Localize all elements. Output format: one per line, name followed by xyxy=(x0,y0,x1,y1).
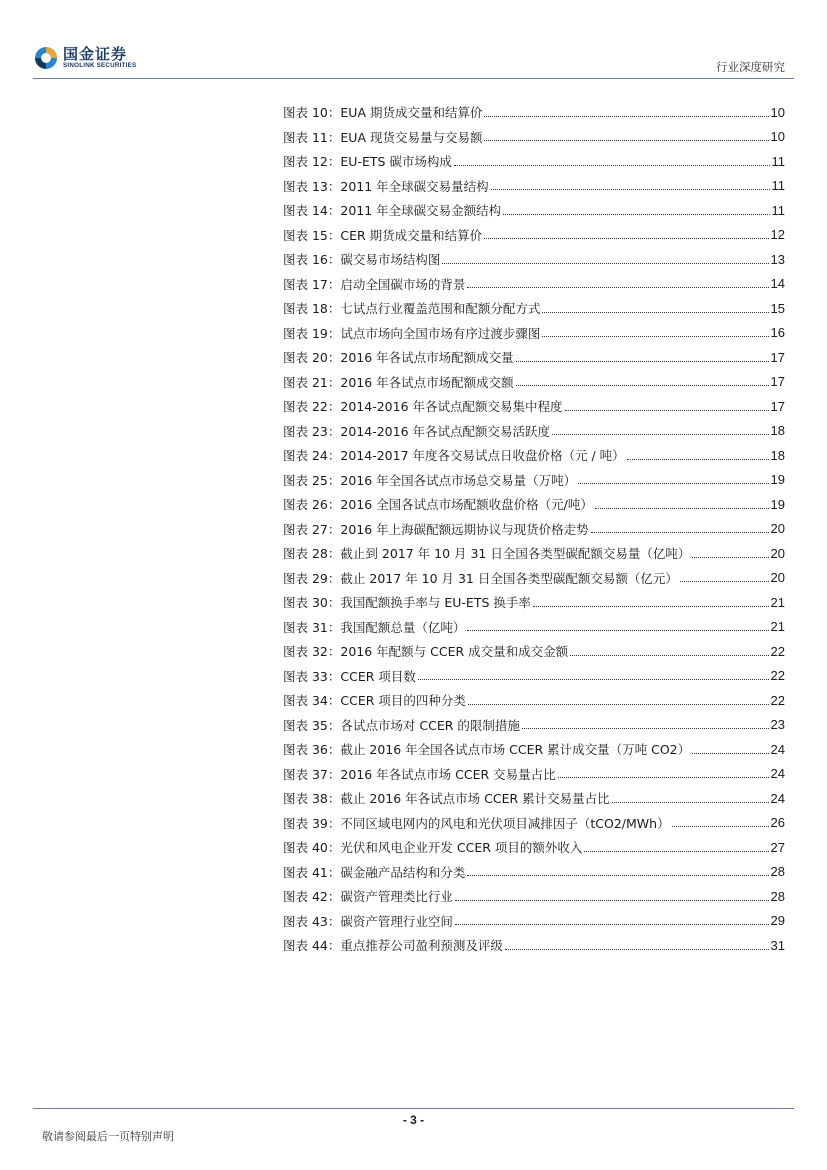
toc-entry[interactable] xyxy=(283,223,785,248)
toc-entry-label: 图表 12： xyxy=(283,154,341,170)
toc-entry-page: 29 xyxy=(770,913,785,929)
toc-entry-page: 15 xyxy=(770,300,785,316)
toc-entry-page: 21 xyxy=(770,594,785,610)
toc-entry-label: 图表 35： xyxy=(283,717,341,733)
toc-dot-leader xyxy=(455,900,769,901)
toc-entry-label: 图表 32： xyxy=(283,644,341,660)
toc-entry-label: 图表 33： xyxy=(283,668,341,684)
logo-english-name: SINOLINK SECURITIES xyxy=(63,62,137,69)
toc-dot-leader xyxy=(578,483,768,484)
toc-entry[interactable] xyxy=(283,517,785,542)
toc-dot-leader xyxy=(552,434,769,435)
toc-dot-leader xyxy=(442,263,768,264)
toc-entry-page: 10 xyxy=(770,104,785,120)
toc-entry-title: CCER 项目的四种分类 xyxy=(340,693,466,709)
toc-entry-title: 截止 2016 年各试点市场 CCER 累计交易量占比 xyxy=(340,791,610,807)
toc-dot-leader xyxy=(558,777,769,778)
toc-entry[interactable] xyxy=(283,762,785,787)
toc-entry-page: 24 xyxy=(770,766,785,782)
toc-entry-title: 各试点市场对 CCER 的限制措施 xyxy=(340,717,520,733)
toc-entry-label: 图表 15： xyxy=(283,227,341,243)
toc-entry-title: EUA 期货成交量和结算价 xyxy=(340,105,483,121)
toc-entry[interactable] xyxy=(283,345,785,370)
toc-entry[interactable] xyxy=(283,933,785,958)
toc-entry-title: 2011 年全球碳交易金额结构 xyxy=(340,203,502,219)
toc-entry-page: 14 xyxy=(770,276,785,292)
report-type-label: 行业深度研究 xyxy=(716,60,785,74)
company-logo xyxy=(34,46,136,70)
toc-entry-title: 截止到 2017 年 10 月 31 日全国各类型碳配额交易量（亿吨） xyxy=(340,546,691,562)
toc-entry-label: 图表 16： xyxy=(283,252,341,268)
toc-dot-leader xyxy=(591,532,769,533)
toc-entry-title: CCER 项目数 xyxy=(340,668,416,684)
toc-entry-label: 图表 26： xyxy=(283,497,341,513)
toc-entry-title: 光伏和风电企业开发 CCER 项目的额外收入 xyxy=(340,840,583,856)
toc-entry-page: 22 xyxy=(770,643,785,659)
toc-entry[interactable] xyxy=(283,125,785,150)
toc-dot-leader xyxy=(484,140,768,141)
toc-entry-label: 图表 39： xyxy=(283,815,341,831)
toc-entry-label: 图表 10： xyxy=(283,105,341,121)
toc-entry-page: 16 xyxy=(770,325,785,341)
page-header xyxy=(0,0,827,80)
toc-dot-leader xyxy=(533,606,769,607)
toc-entry-page: 28 xyxy=(770,888,785,904)
toc-dot-leader xyxy=(692,557,768,558)
toc-dot-leader xyxy=(627,459,769,460)
toc-entry-label: 图表 14： xyxy=(283,203,341,219)
toc-entry-label: 图表 29： xyxy=(283,570,341,586)
toc-entry[interactable] xyxy=(283,541,785,566)
toc-entry-title: 2016 全国各试点市场配额收盘价格（元/吨） xyxy=(340,497,593,513)
toc-entry-page: 17 xyxy=(770,349,785,365)
toc-dot-leader xyxy=(467,875,768,876)
toc-entry[interactable] xyxy=(283,909,785,934)
toc-entry-page: 12 xyxy=(770,227,785,243)
toc-entry[interactable] xyxy=(283,737,785,762)
toc-entry-label: 图表 40： xyxy=(283,840,341,856)
toc-dot-leader xyxy=(418,679,769,680)
toc-entry[interactable] xyxy=(283,419,785,444)
toc-entry-title: 启动全国碳市场的背景 xyxy=(340,276,466,292)
toc-entry-title: CER 期货成交量和结算价 xyxy=(340,227,483,243)
toc-dot-leader xyxy=(542,312,768,313)
toc-dot-leader xyxy=(503,214,769,215)
toc-entry-title: 2016 年各试点市场配额成交额 xyxy=(340,374,514,390)
toc-entry-page: 20 xyxy=(770,545,785,561)
toc-dot-leader xyxy=(612,802,769,803)
toc-dot-leader xyxy=(516,361,769,362)
toc-dot-leader xyxy=(468,704,769,705)
toc-entry-label: 图表 13： xyxy=(283,178,341,194)
toc-entry-page: 19 xyxy=(770,496,785,512)
toc-entry-label: 图表 30： xyxy=(283,595,341,611)
toc-entry-page: 23 xyxy=(770,717,785,733)
toc-entry[interactable] xyxy=(283,100,785,125)
toc-entry-page: 22 xyxy=(770,692,785,708)
toc-dot-leader xyxy=(692,753,768,754)
toc-entry[interactable] xyxy=(283,296,785,321)
toc-entry-title: 截止 2017 年 10 月 31 日全国各类型碳配额交易额（亿元） xyxy=(340,570,678,586)
toc-entry[interactable] xyxy=(283,639,785,664)
toc-entry[interactable] xyxy=(283,713,785,738)
toc-entry[interactable] xyxy=(283,811,785,836)
figure-table-of-contents xyxy=(283,100,785,958)
toc-entry-label: 图表 20： xyxy=(283,350,341,366)
toc-entry-label: 图表 43： xyxy=(283,913,341,929)
toc-entry-label: 图表 23： xyxy=(283,423,341,439)
toc-entry[interactable] xyxy=(283,615,785,640)
toc-entry-title: EUA 现货交易量与交易额 xyxy=(340,129,483,145)
logo-chinese-name: 国金证券 xyxy=(63,45,128,63)
toc-dot-leader xyxy=(584,851,768,852)
toc-entry-page: 11 xyxy=(771,202,785,218)
toc-entry-page: 19 xyxy=(770,472,785,488)
toc-dot-leader xyxy=(505,949,769,950)
toc-entry-page: 20 xyxy=(770,521,785,537)
toc-dot-leader xyxy=(680,581,769,582)
toc-dot-leader xyxy=(565,410,769,411)
toc-entry-title: 2016 年各试点市场配额成交量 xyxy=(340,350,514,366)
toc-entry-page: 24 xyxy=(770,790,785,806)
toc-dot-leader xyxy=(467,630,768,631)
toc-entry-page: 28 xyxy=(770,864,785,880)
toc-dot-leader xyxy=(455,924,769,925)
toc-entry-label: 图表 17： xyxy=(283,276,341,292)
toc-entry[interactable] xyxy=(283,468,785,493)
toc-entry-page: 11 xyxy=(771,153,785,169)
toc-entry-label: 图表 38： xyxy=(283,791,341,807)
toc-entry-label: 图表 37： xyxy=(283,766,341,782)
toc-entry-label: 图表 34： xyxy=(283,693,341,709)
toc-entry-label: 图表 25： xyxy=(283,472,341,488)
toc-entry-title: 碳金融产品结构和分类 xyxy=(340,864,466,880)
toc-entry-title: 2014-2017 年度各交易试点日收盘价格（元 / 吨） xyxy=(340,448,625,464)
toc-dot-leader xyxy=(570,655,768,656)
toc-entry-title: 2016 年全国各试点市场总交易量（万吨） xyxy=(340,472,577,488)
toc-entry-title: 2016 年各试点市场 CCER 交易量占比 xyxy=(340,766,556,782)
toc-entry-title: 七试点行业覆盖范围和配额分配方式 xyxy=(340,301,541,317)
toc-entry[interactable] xyxy=(283,566,785,591)
toc-entry[interactable] xyxy=(283,174,785,199)
toc-entry-label: 图表 11： xyxy=(283,129,341,145)
toc-entry-title: 2016 年上海碳配额远期协议与现货价格走势 xyxy=(340,521,589,537)
toc-entry-label: 图表 31： xyxy=(283,619,341,635)
toc-entry-title: 截止 2016 年全国各试点市场 CCER 累计成交量（万吨 CO2） xyxy=(340,742,691,758)
toc-entry-page: 26 xyxy=(770,815,785,831)
toc-entry[interactable] xyxy=(283,198,785,223)
toc-entry-page: 24 xyxy=(770,741,785,757)
toc-entry[interactable] xyxy=(283,492,785,517)
toc-entry-label: 图表 28： xyxy=(283,546,341,562)
toc-entry[interactable] xyxy=(283,443,785,468)
toc-entry-title: 不同区域电网内的风电和光伏项目减排因子（tCO2/MWh） xyxy=(340,815,670,831)
toc-entry-title: 我国配额总量（亿吨） xyxy=(340,619,466,635)
toc-entry-title: EU-ETS 碳市场构成 xyxy=(340,154,452,170)
toc-entry[interactable] xyxy=(283,272,785,297)
toc-entry-label: 图表 18： xyxy=(283,301,341,317)
toc-entry[interactable] xyxy=(283,394,785,419)
toc-entry[interactable] xyxy=(283,664,785,689)
toc-entry[interactable] xyxy=(283,247,785,272)
toc-entry-label: 图表 41： xyxy=(283,864,341,880)
page-number: - 3 - xyxy=(402,1113,425,1127)
toc-entry-page: 10 xyxy=(770,129,785,145)
toc-entry-page: 13 xyxy=(770,251,785,267)
toc-entry-label: 图表 42： xyxy=(283,889,341,905)
toc-entry-title: 碳资产管理行业空间 xyxy=(340,913,453,929)
toc-entry-title: 2011 年全球碳交易量结构 xyxy=(340,178,489,194)
toc-entry-page: 31 xyxy=(770,937,785,953)
toc-dot-leader xyxy=(484,116,768,117)
disclaimer-text: 敬请参阅最后一页特别声明 xyxy=(42,1130,174,1143)
toc-dot-leader xyxy=(491,189,770,190)
toc-entry-label: 图表 21： xyxy=(283,374,341,390)
toc-dot-leader xyxy=(484,238,768,239)
logo-emblem-icon xyxy=(34,46,58,70)
toc-entry-label: 图表 44： xyxy=(283,938,341,954)
toc-entry[interactable] xyxy=(283,860,785,885)
toc-entry-label: 图表 19： xyxy=(283,325,341,341)
toc-entry[interactable] xyxy=(283,835,785,860)
toc-entry-label: 图表 22： xyxy=(283,399,341,415)
toc-entry[interactable] xyxy=(283,590,785,615)
header-divider xyxy=(33,78,794,79)
toc-dot-leader xyxy=(542,336,768,337)
toc-entry-title: 试点市场向全国市场有序过渡步骤图 xyxy=(340,325,541,341)
toc-dot-leader xyxy=(516,385,769,386)
toc-entry-page: 21 xyxy=(770,619,785,635)
toc-entry-title: 重点推荐公司盈利预测及评级 xyxy=(340,938,503,954)
toc-dot-leader xyxy=(595,508,769,509)
toc-entry-page: 17 xyxy=(770,398,785,414)
toc-entry-page: 18 xyxy=(770,447,785,463)
toc-entry-label: 图表 36： xyxy=(283,742,341,758)
toc-dot-leader xyxy=(522,728,769,729)
toc-entry[interactable] xyxy=(283,149,785,174)
toc-entry[interactable] xyxy=(283,884,785,909)
toc-entry[interactable] xyxy=(283,688,785,713)
toc-entry[interactable] xyxy=(283,370,785,395)
toc-entry-title: 碳资产管理类比行业 xyxy=(340,889,453,905)
toc-entry-title: 2014-2016 年各试点配额交易集中程度 xyxy=(340,399,563,415)
toc-entry-page: 27 xyxy=(770,839,785,855)
toc-entry-page: 17 xyxy=(770,374,785,390)
toc-dot-leader xyxy=(454,165,770,166)
toc-entry-title: 2016 年配额与 CCER 成交量和成交金额 xyxy=(340,644,569,660)
toc-entry-page: 18 xyxy=(770,423,785,439)
toc-entry-page: 11 xyxy=(771,178,785,194)
toc-entry-title: 碳交易市场结构图 xyxy=(340,252,441,268)
toc-entry-title: 我国配额换手率与 EU-ETS 换手率 xyxy=(340,595,531,611)
toc-entry-page: 20 xyxy=(770,570,785,586)
toc-entry[interactable] xyxy=(283,786,785,811)
toc-entry[interactable] xyxy=(283,321,785,346)
toc-entry-label: 图表 24： xyxy=(283,448,341,464)
toc-entry-title: 2014-2016 年各试点配额交易活跃度 xyxy=(340,423,550,439)
footer-divider xyxy=(33,1108,794,1109)
toc-dot-leader xyxy=(467,287,768,288)
toc-entry-label: 图表 27： xyxy=(283,521,341,537)
toc-dot-leader xyxy=(672,826,769,827)
toc-entry-page: 22 xyxy=(770,668,785,684)
